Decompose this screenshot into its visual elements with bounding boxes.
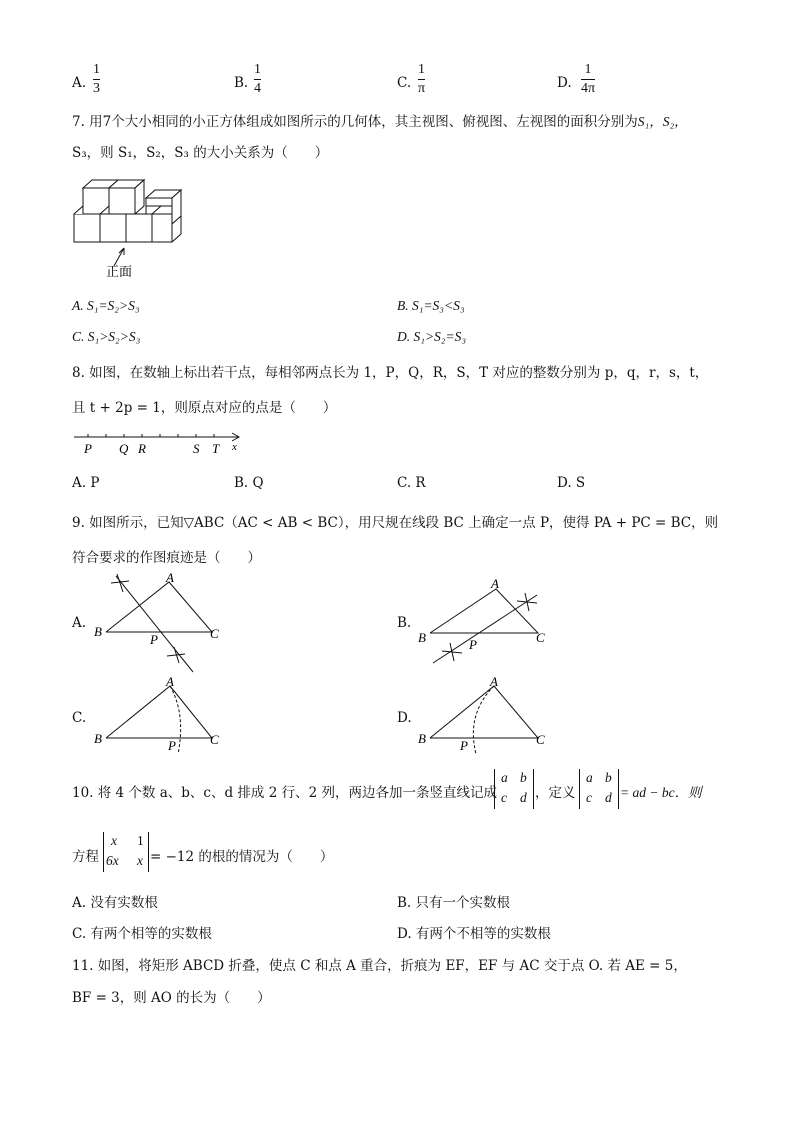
q10-option-c: C. 有两个相等的实数根 <box>72 926 212 942</box>
q8-stem-line2: 且 t + 2p = 1，则原点对应的点是（ ） <box>72 400 337 416</box>
q10-option-d: D. 有两个不相等的实数根 <box>397 926 551 942</box>
q10-determinant-abcd <box>494 769 534 809</box>
axis-label-s: S <box>193 441 200 456</box>
q7-stem-line2: S₃，则 S₁，S₂，S₃ 的大小关系为（ ） <box>72 145 329 161</box>
q10-stem-line1c: = ad − bc．则 <box>620 785 702 800</box>
axis-label-r: R <box>138 441 146 456</box>
vertex-c: C <box>210 626 219 641</box>
q7-option-d: D. S₁>S₂=S₃ <box>397 329 467 344</box>
q6-option-c-fraction <box>418 62 425 97</box>
denominator: π <box>418 81 426 96</box>
point-p: P <box>469 637 477 652</box>
det-6x: 6x <box>106 853 119 868</box>
det-b: b <box>605 770 612 785</box>
q7-text: 7. 用7个大小相同的小正方体组成如图所示的几何体，其主视图、俯视图、左视图的面积分别为 <box>72 114 638 130</box>
point-p: P <box>150 632 158 647</box>
q10-determinant-definition <box>579 769 619 809</box>
q6-option-c-letter: C. <box>397 75 412 91</box>
q9-option-a-letter: A. <box>72 615 87 631</box>
q8-option-a: A. P <box>72 475 100 491</box>
vertex-a: A <box>491 576 499 591</box>
q9-option-c-figure <box>90 674 230 759</box>
vertex-c: C <box>536 732 545 747</box>
q8-stem-line1: 8. 如图，在数轴上标出若干点，每相邻两点长为 1，P，Q，R，S，T 对应的整数分别为 p，q，r，s，t， <box>72 365 709 381</box>
vertex-c: C <box>536 630 545 645</box>
q7-option-b: B. S₁=S₃<S₃ <box>397 298 465 313</box>
q9-option-b-figure <box>414 575 554 670</box>
q7-cube-figure <box>66 170 196 285</box>
q9-option-c-letter: C. <box>72 710 87 726</box>
q7-vars: S₁，S₂， <box>637 114 688 129</box>
numerator: 1 <box>254 62 261 77</box>
q8-number-line <box>68 428 248 460</box>
det-one: 1 <box>137 833 144 848</box>
q6-option-a-letter: A. <box>72 75 87 91</box>
denominator: 3 <box>93 81 100 96</box>
vertex-a: A <box>166 570 174 585</box>
vertex-b: B <box>94 731 102 746</box>
q9-option-d-figure <box>414 674 554 759</box>
det-a: a <box>586 770 593 785</box>
q9-stem-line1: 9. 如图所示，已知▽ABC（AC < AB < BC），用尺规在线段 BC 上确定一点 P，使得 PA + PC = BC，则 <box>72 515 719 531</box>
det-x-top: x <box>111 833 117 848</box>
numerator: 1 <box>584 62 592 77</box>
q11-stem-line2: BF = 3，则 AO 的长为（ ） <box>72 990 271 1006</box>
q6-option-a-fraction <box>93 62 100 97</box>
vertex-b: B <box>418 630 426 645</box>
q10-option-a: A. 没有实数根 <box>72 895 158 911</box>
det-d: d <box>520 790 527 805</box>
q9-option-b-letter: B. <box>397 615 412 631</box>
q9-option-d-letter: D. <box>397 710 412 726</box>
axis-label-t: T <box>212 441 220 456</box>
q11-stem-line1: 11. 如图，将矩形 ABCD 折叠，使点 C 和点 A 重合，折痕为 EF，EF 与 AC 交于点 O. 若 AE = 5， <box>72 958 687 974</box>
q10-equation-determinant <box>103 832 149 872</box>
numerator: 1 <box>93 62 100 77</box>
q10-option-b: B. 只有一个实数根 <box>397 895 511 911</box>
q10-stem-line2b: = −12 的根的情况为（ ） <box>150 849 334 865</box>
q6-option-d-letter: D. <box>557 75 572 91</box>
q9-option-a-figure <box>90 570 230 675</box>
q10-stem-line2a: 方程 <box>72 849 99 865</box>
det-d: d <box>605 790 612 805</box>
axis-label-p: P <box>84 441 92 456</box>
point-p: P <box>168 738 176 753</box>
q7-stem-line1 <box>72 110 688 130</box>
q8-option-b: B. Q <box>234 475 264 491</box>
q8-option-c: C. R <box>397 475 426 491</box>
vertex-c: C <box>210 732 219 747</box>
q7-option-c: C. S₁>S₂>S₃ <box>72 329 141 344</box>
det-c: c <box>586 790 592 805</box>
q9-stem-line2: 符合要求的作图痕迹是（ ） <box>72 550 261 566</box>
q10-stem-line1b: ，定义 <box>535 785 576 801</box>
denominator: 4π <box>581 81 596 96</box>
vertex-b: B <box>418 731 426 746</box>
det-a: a <box>501 770 508 785</box>
q10-stem-line1a: 10. 将 4 个数 a、b、c、d 排成 2 行、2 列，两边各加一条竖直线记成 <box>72 785 497 801</box>
q7-front-label: 正面 <box>106 265 133 280</box>
q7-option-a: A. S₁=S₂>S₃ <box>72 298 140 313</box>
vertex-b: B <box>94 624 102 639</box>
vertex-a: A <box>166 674 174 689</box>
q6-option-b-fraction <box>254 62 261 97</box>
q8-option-d: D. S <box>557 475 586 491</box>
det-x-bottom: x <box>137 853 143 868</box>
det-b: b <box>520 770 527 785</box>
denominator: 4 <box>254 81 261 96</box>
point-p: P <box>460 738 468 753</box>
q6-option-d-fraction <box>581 62 595 97</box>
numerator: 1 <box>418 62 426 77</box>
q6-option-b-letter: B. <box>234 75 249 91</box>
vertex-a: A <box>490 674 498 689</box>
axis-label-q: Q <box>119 441 129 456</box>
det-c: c <box>501 790 507 805</box>
axis-label-x: x <box>232 441 237 453</box>
